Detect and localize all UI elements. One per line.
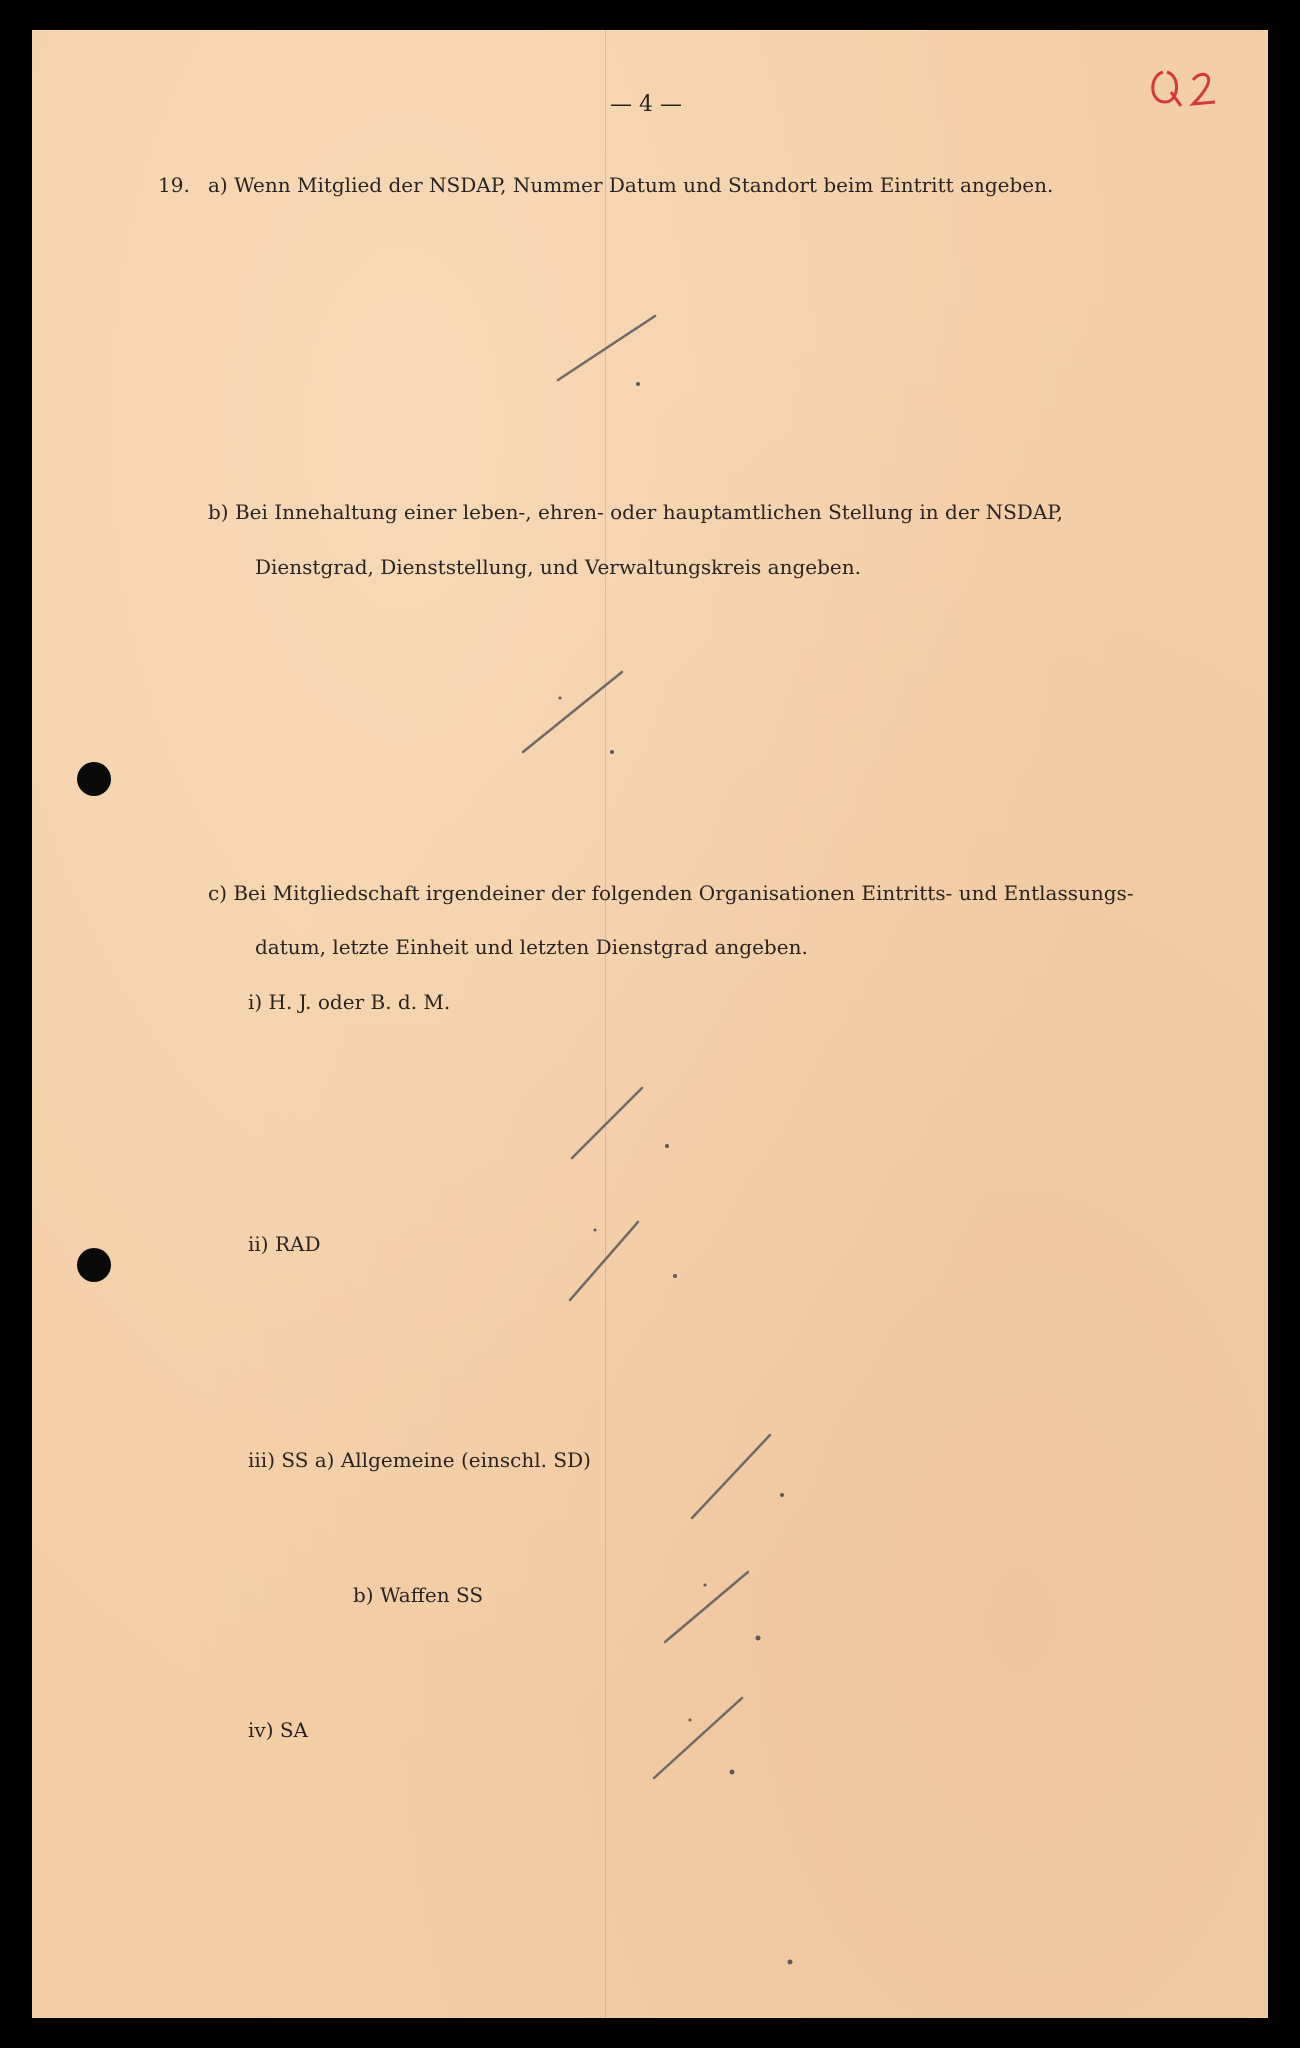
slash-mark-iv xyxy=(654,1698,742,1778)
tick-mark-ii xyxy=(594,1229,597,1232)
tick-mark-iii-b xyxy=(704,1584,707,1587)
question-b-text-line1: b) Bei Innehaltung einer leben-, ehren- oder hauptamtlichen Stellung in der NSDAP, xyxy=(208,500,1064,524)
question-number: 19. xyxy=(158,173,190,197)
dot-mark-iii-a xyxy=(780,1493,784,1497)
item-waffen-ss: b) Waffen SS xyxy=(353,1583,484,1607)
page-number: — 4 — xyxy=(610,92,682,117)
slash-mark-i xyxy=(572,1088,642,1158)
item-sa: iv) SA xyxy=(248,1718,308,1742)
dot-mark-iii-b xyxy=(756,1636,761,1641)
dot-mark-i xyxy=(665,1144,669,1148)
question-c-text-line1: c) Bei Mitgliedschaft irgendeiner der folgenden Organisationen Eintritts- und Entlassungs- xyxy=(208,881,1134,905)
dot-mark-b xyxy=(610,750,614,754)
dot-mark-iv xyxy=(730,1770,735,1775)
slash-mark-iii-a xyxy=(692,1435,770,1518)
slash-mark-b xyxy=(523,672,622,752)
dot-mark-ii xyxy=(673,1274,677,1278)
question-c-text-line2: datum, letzte Einheit und letzten Dienstgrad angeben. xyxy=(255,935,808,959)
bottom-dot xyxy=(788,1960,793,1965)
slash-mark-iii-b xyxy=(665,1572,748,1642)
dot-mark-a xyxy=(636,382,640,386)
item-ss-allgemeine: iii) SS a) Allgemeine (einschl. SD) xyxy=(248,1448,591,1472)
tick-mark-iv xyxy=(689,1719,692,1722)
question-b-text-line2: Dienstgrad, Dienststellung, und Verwaltungskreis angeben. xyxy=(255,555,861,579)
slash-mark-a xyxy=(558,316,655,380)
item-rad: ii) RAD xyxy=(248,1232,321,1256)
item-hj-bdm: i) H. J. oder B. d. M. xyxy=(248,990,451,1014)
question-a-text: a) Wenn Mitglied der NSDAP, Nummer Datum und Standort beim Eintritt angeben. xyxy=(208,173,1054,197)
tick-mark-b xyxy=(559,697,562,700)
slash-mark-ii xyxy=(570,1222,638,1300)
